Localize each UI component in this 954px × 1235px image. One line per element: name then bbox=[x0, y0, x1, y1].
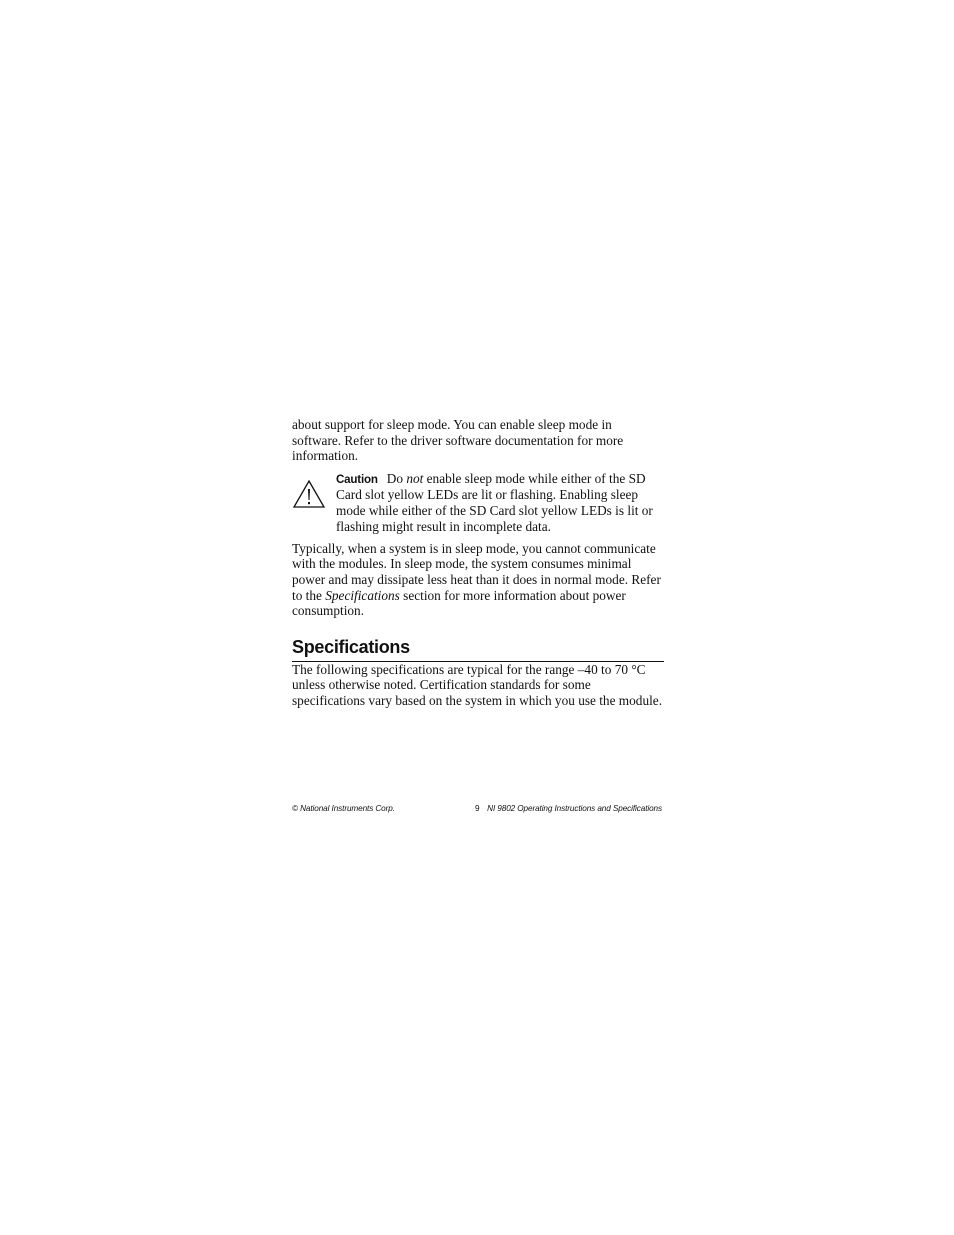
sleep-mode-paragraph: about support for sleep mode. You can enable sleep mode in software. Refer to the driver software documentation for more information. bbox=[292, 417, 624, 464]
caution-text-after: enable sleep mode while either of the SD Card slot yellow LEDs are lit or flashing. Enabling sleep mode while either of the SD Card slot yellow LEDs is lit or flashing might result in incomplete data. bbox=[336, 470, 653, 534]
specifications-intro-paragraph: The following specifications are typical for the range –40 to 70 °C unless otherwise noted. Certification standards for some specifications vary based on the system in which you use the module. bbox=[292, 661, 663, 708]
caution-text bbox=[336, 471, 666, 534]
caution-note bbox=[292, 470, 664, 541]
warning-triangle-icon bbox=[292, 479, 326, 509]
footer-document-title: NI 9802 Operating Instructions and Specifications bbox=[487, 804, 662, 813]
paragraph-2-before: Typically, when a system is in sleep mode, you cannot communicate with the modules. In sleep mode, the system consumes minimal power and may dissipate less heat than it does in normal mode. Refer to the bbox=[292, 540, 661, 603]
paragraph-2-after: section for more information about power consumption. bbox=[292, 587, 626, 619]
power-consumption-paragraph bbox=[292, 541, 664, 619]
footer-copyright: © National Instruments Corp. bbox=[292, 804, 395, 813]
page-content bbox=[292, 417, 664, 709]
caution-label: Caution bbox=[336, 472, 378, 486]
caution-emphasis: not bbox=[406, 470, 424, 486]
footer-page-number: 9 bbox=[475, 804, 480, 813]
page-footer bbox=[292, 803, 664, 815]
caution-text-before: Do bbox=[386, 470, 407, 486]
specifications-heading: Specifications bbox=[292, 636, 664, 662]
specifications-reference: Specifications bbox=[325, 587, 400, 603]
